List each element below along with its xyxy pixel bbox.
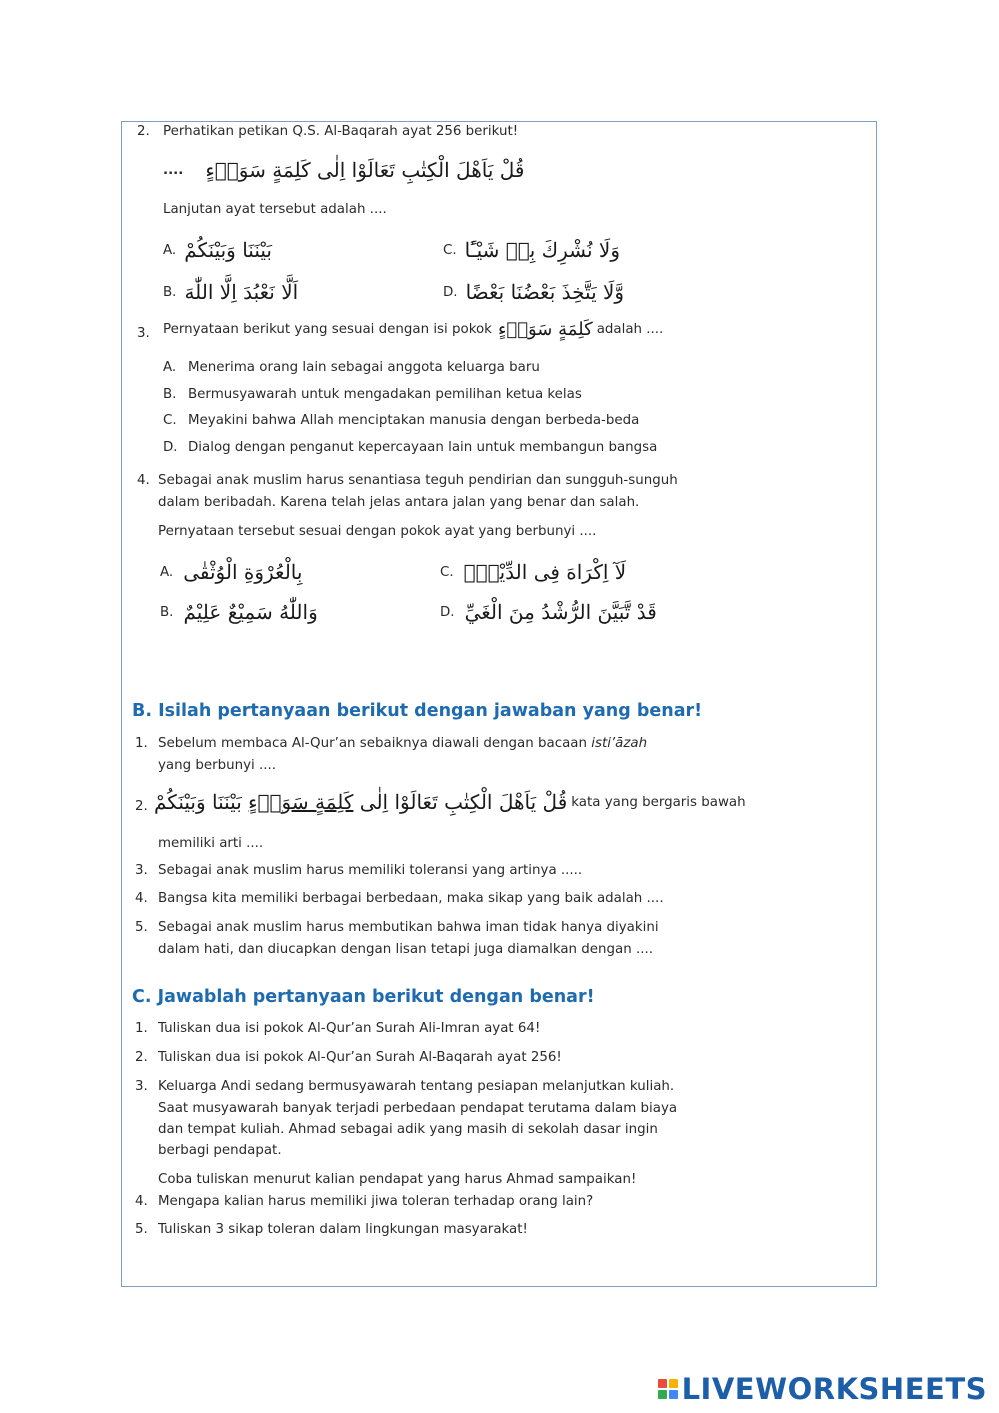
liveworksheets-logo-text: LIVEWORKSHEETS	[681, 1372, 987, 1406]
section-b-item1-italic: isti’āzah	[591, 736, 648, 751]
question-a3-option-c[interactable]	[163, 413, 640, 428]
option-text: Meyakini bahwa Allah menciptakan manusia dengan berbeda-beda	[188, 413, 640, 428]
section-b-item2-line1	[154, 790, 746, 814]
question-a2-arabic: قُلْ يَاَهْلَ الْكِتٰبِ تَعَالَوْا اِلٰى كَلِمَةٍ سَوَاۤءٍ	[205, 158, 525, 182]
section-b-item2-arabic	[154, 790, 567, 814]
option-text: Bermusyawarah untuk mengadakan pemilihan ketua kelas	[188, 387, 582, 402]
logo-square	[658, 1390, 667, 1399]
question-a4-number: 4.	[137, 473, 150, 488]
option-text: Menerima orang lain sebagai anggota keluarga baru	[188, 360, 540, 375]
question-a3-prompt-before: Pernyataan berikut yang sesuai dengan isi pokok	[163, 322, 492, 337]
option-arabic: وَّلَا يَتَّخِذَ بَعْضُنَا بَعْضًا	[465, 280, 625, 304]
section-b-item4-text: Bangsa kita memiliki berbagai berbedaan, maka sikap yang baik adalah ....	[158, 891, 664, 906]
section-b-item4-number: 4.	[135, 891, 148, 906]
liveworksheets-logo[interactable]	[658, 1372, 987, 1406]
option-letter: B.	[163, 284, 177, 300]
option-letter: A.	[163, 360, 177, 375]
question-a4-line1: Sebagai anak muslim harus senantiasa teguh pendirian dan sungguh-sunguh	[158, 473, 678, 488]
logo-square	[658, 1379, 667, 1388]
section-c-item4-number: 4.	[135, 1194, 148, 1209]
question-a4-line2: dalam beribadah. Karena telah jelas antara jalan yang benar dan salah.	[158, 495, 640, 510]
section-c-item3-line4: berbagi pendapat.	[158, 1143, 282, 1158]
section-b-item3-number: 3.	[135, 863, 148, 878]
question-a2-prompt: Perhatikan petikan Q.S. Al-Baqarah ayat 256 berikut!	[163, 124, 519, 139]
option-arabic: قَدْ تَّبَيَّنَ الرُّشْدُ مِنَ الْغَيِّ	[464, 600, 657, 624]
option-arabic: بَيْنَنَا وَبَيْنَكُمْ	[184, 238, 272, 262]
question-a4-line3: Pernyataan tersebut sesuai dengan pokok ayat yang berbunyi ....	[158, 524, 597, 539]
section-b-item5-number: 5.	[135, 920, 148, 935]
logo-square	[669, 1379, 678, 1388]
option-letter: C.	[443, 242, 457, 258]
question-a2-ellipsis: ....	[163, 162, 184, 178]
option-arabic: بِالْعُرْوَةِ الْوُثْقٰى	[183, 560, 303, 584]
option-letter: D.	[443, 284, 458, 300]
question-a2-option-c[interactable]	[443, 238, 620, 262]
section-c-item3-number: 3.	[135, 1079, 148, 1094]
section-c-item2-text: Tuliskan dua isi pokok Al-Qur’an Surah Al-Baqarah ayat 256!	[158, 1050, 562, 1065]
option-letter: A.	[163, 242, 177, 258]
section-b-item1-text: Sebelum membaca Al-Qur’an sebaiknya diawali dengan bacaan	[158, 736, 587, 751]
question-a4-option-d[interactable]	[440, 600, 657, 624]
arabic-end: بَيْنَنَا وَبَيْنَكُمْ	[154, 790, 242, 814]
question-a2-instruction: Lanjutan ayat tersebut adalah ....	[163, 202, 387, 217]
question-a3-arabic: كَلِمَةٍ سَوَاۤءٍ	[497, 319, 593, 340]
option-letter: A.	[160, 564, 174, 580]
section-c-item3-line3: dan tempat kuliah. Ahmad sebagai adik yang masih di sekolah dasar ingin	[158, 1122, 658, 1137]
section-c-item2-number: 2.	[135, 1050, 148, 1065]
section-c-item5-text: Tuliskan 3 sikap toleran dalam lingkungan masyarakat!	[158, 1222, 528, 1237]
question-a4-option-b[interactable]	[160, 600, 318, 624]
question-a3-prompt	[163, 319, 663, 340]
section-c-item3-line1: Keluarga Andi sedang bermusyawarah tentang pesiapan melanjutkan kuliah.	[158, 1079, 675, 1094]
section-c-item4-text: Mengapa kalian harus memiliki jiwa toleran terhadap orang lain?	[158, 1194, 594, 1209]
question-a2-arabic-line	[163, 158, 524, 182]
section-b-item1-number: 1.	[135, 736, 148, 751]
question-a3-prompt-after: adalah ....	[596, 322, 664, 337]
section-c-item3-line2: Saat musyawarah banyak terjadi perbedaan pendapat terutama dalam biaya	[158, 1101, 678, 1116]
section-b-item1-line2: yang berbunyi ....	[158, 758, 277, 773]
option-letter: B.	[163, 387, 177, 402]
arabic-underlined: كَلِمَةٍ سَوَاۤءٍ	[248, 790, 354, 814]
option-arabic: وَاللّٰهُ سَمِيْعٌ عَلِيْمٌ	[183, 600, 318, 624]
section-c-item1-text: Tuliskan dua isi pokok Al-Qur’an Surah Ali-Imran ayat 64!	[158, 1021, 541, 1036]
section-b-item5-line2: dalam hati, dan diucapkan dengan lisan tetapi juga diamalkan dengan ....	[158, 942, 653, 957]
option-arabic: اَلَّا نَعْبُدَ اِلَّا اللّٰهَ	[184, 280, 299, 304]
option-arabic: لَآ اِكْرَاهَ فِى الدِّيْنِۗ	[463, 560, 627, 584]
section-c-item5-number: 5.	[135, 1222, 148, 1237]
question-a3-number: 3.	[137, 326, 150, 341]
section-b-item2-line2: memiliki arti ....	[158, 836, 264, 851]
logo-square	[669, 1390, 678, 1399]
option-text: Dialog dengan penganut kepercayaan lain untuk membangun bangsa	[188, 440, 658, 455]
question-a3-option-d[interactable]	[163, 440, 658, 455]
section-b-title: B. Isilah pertanyaan berikut dengan jawaban yang benar!	[132, 701, 703, 721]
section-c-item1-number: 1.	[135, 1021, 148, 1036]
question-a4-option-c[interactable]	[440, 560, 626, 584]
section-b-item5-line1: Sebagai anak muslim harus membutikan bahwa iman tidak hanya diyakini	[158, 920, 659, 935]
section-b-item2-number: 2.	[135, 799, 148, 814]
option-letter: D.	[440, 604, 455, 620]
question-a3-option-b[interactable]	[163, 387, 582, 402]
option-letter: C.	[440, 564, 454, 580]
option-letter: D.	[163, 440, 178, 455]
arabic-start: قُلْ يَاَهْلَ الْكِتٰبِ تَعَالَوْا اِلٰى	[359, 790, 568, 814]
section-c-title: C. Jawablah pertanyaan berikut dengan benar!	[132, 987, 595, 1007]
question-a2-option-b[interactable]	[163, 280, 298, 304]
section-b-item3-text: Sebagai anak muslim harus memiliki toleransi yang artinya .....	[158, 863, 583, 878]
section-b-item2-text-after: kata yang bergaris bawah	[571, 794, 746, 810]
liveworksheets-logo-icon	[658, 1379, 678, 1399]
option-letter: C.	[163, 413, 177, 428]
question-a2-option-a[interactable]	[163, 238, 272, 262]
section-b-item1-line1	[158, 736, 647, 751]
option-letter: B.	[160, 604, 174, 620]
section-c-item3-extra: Coba tuliskan menurut kalian pendapat yang harus Ahmad sampaikan!	[158, 1172, 637, 1187]
question-a2-option-d[interactable]	[443, 280, 624, 304]
question-a4-option-a[interactable]	[160, 560, 302, 584]
question-a3-option-a[interactable]	[163, 360, 540, 375]
question-a2-number: 2.	[137, 124, 150, 139]
option-arabic: وَلَا نُشْرِكَ بِهٖ شَيْـًٔا	[464, 238, 620, 262]
